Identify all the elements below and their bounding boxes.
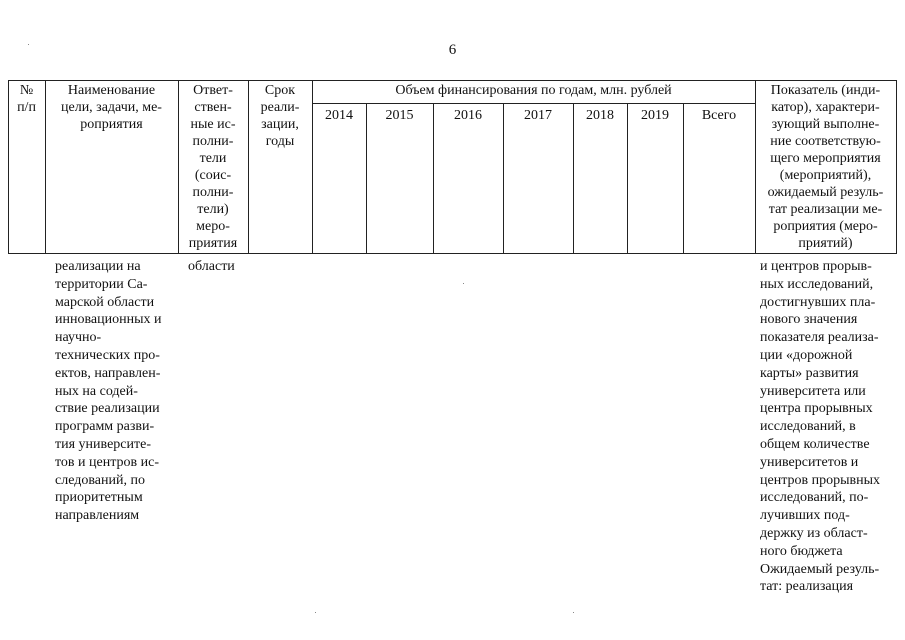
year-header: 2018: [586, 108, 614, 123]
row-name-text: реализации на территории Са- марской области инновационных и научно- технических про- ектов, направлен- ных на содей- ствие реализации программ разви- тия университе- тов и центров ис- следований, по приоритетным направлениям: [55, 259, 162, 524]
funding-subheader-border: [312, 103, 755, 104]
year-header: 2017: [524, 108, 552, 123]
table-top-border: [8, 80, 897, 81]
header-responsible: Ответ- ствен- ные ис- полни- тели (соис- полни- тели) меро- приятия: [188, 83, 238, 251]
year-col-divider: [366, 103, 367, 253]
year-header: 2014: [325, 108, 353, 123]
header-term: Срок реали- зации, годы: [260, 83, 300, 149]
row-responsible-text: области: [188, 259, 235, 274]
col-divider: [312, 80, 313, 253]
year-header: 2016: [454, 108, 482, 123]
year-col-divider: [573, 103, 574, 253]
year-header: 2019: [641, 108, 669, 123]
year-header-total: Всего: [701, 108, 737, 123]
year-header: 2015: [385, 108, 414, 123]
year-col-divider: [627, 103, 628, 253]
year-col-divider: [683, 103, 684, 253]
header-num: № п/п: [17, 83, 36, 115]
header-funding: Объем финансирования по годам, млн. рублей: [395, 83, 672, 98]
page-number: 6: [448, 42, 457, 58]
header-bottom-border: [8, 253, 897, 254]
row-indicator-text: и центров прорыв- ных исследований, достигнувших пла- нового значения показателя реализа- ции «дорожной карты» развития университета или центра прорывных исследований, в общем количестве университетов и центров прорывных исследований, по- лучивших под- держку из област- ного бюджета Ожидаемый резуль- тат: реализация: [760, 259, 881, 595]
year-col-divider: [433, 103, 434, 253]
header-indicator: Показатель (инди- катор), характери- зующий выполне- ние соответствую- щего мероприятия (мероприятий), ожидаемый резуль- тат реализации ме- роприятия (меро- приятий): [767, 83, 884, 251]
table-right-border: [896, 80, 897, 253]
header-name: Наименование цели, задачи, ме- роприятия: [61, 83, 162, 132]
year-col-divider: [503, 103, 504, 253]
